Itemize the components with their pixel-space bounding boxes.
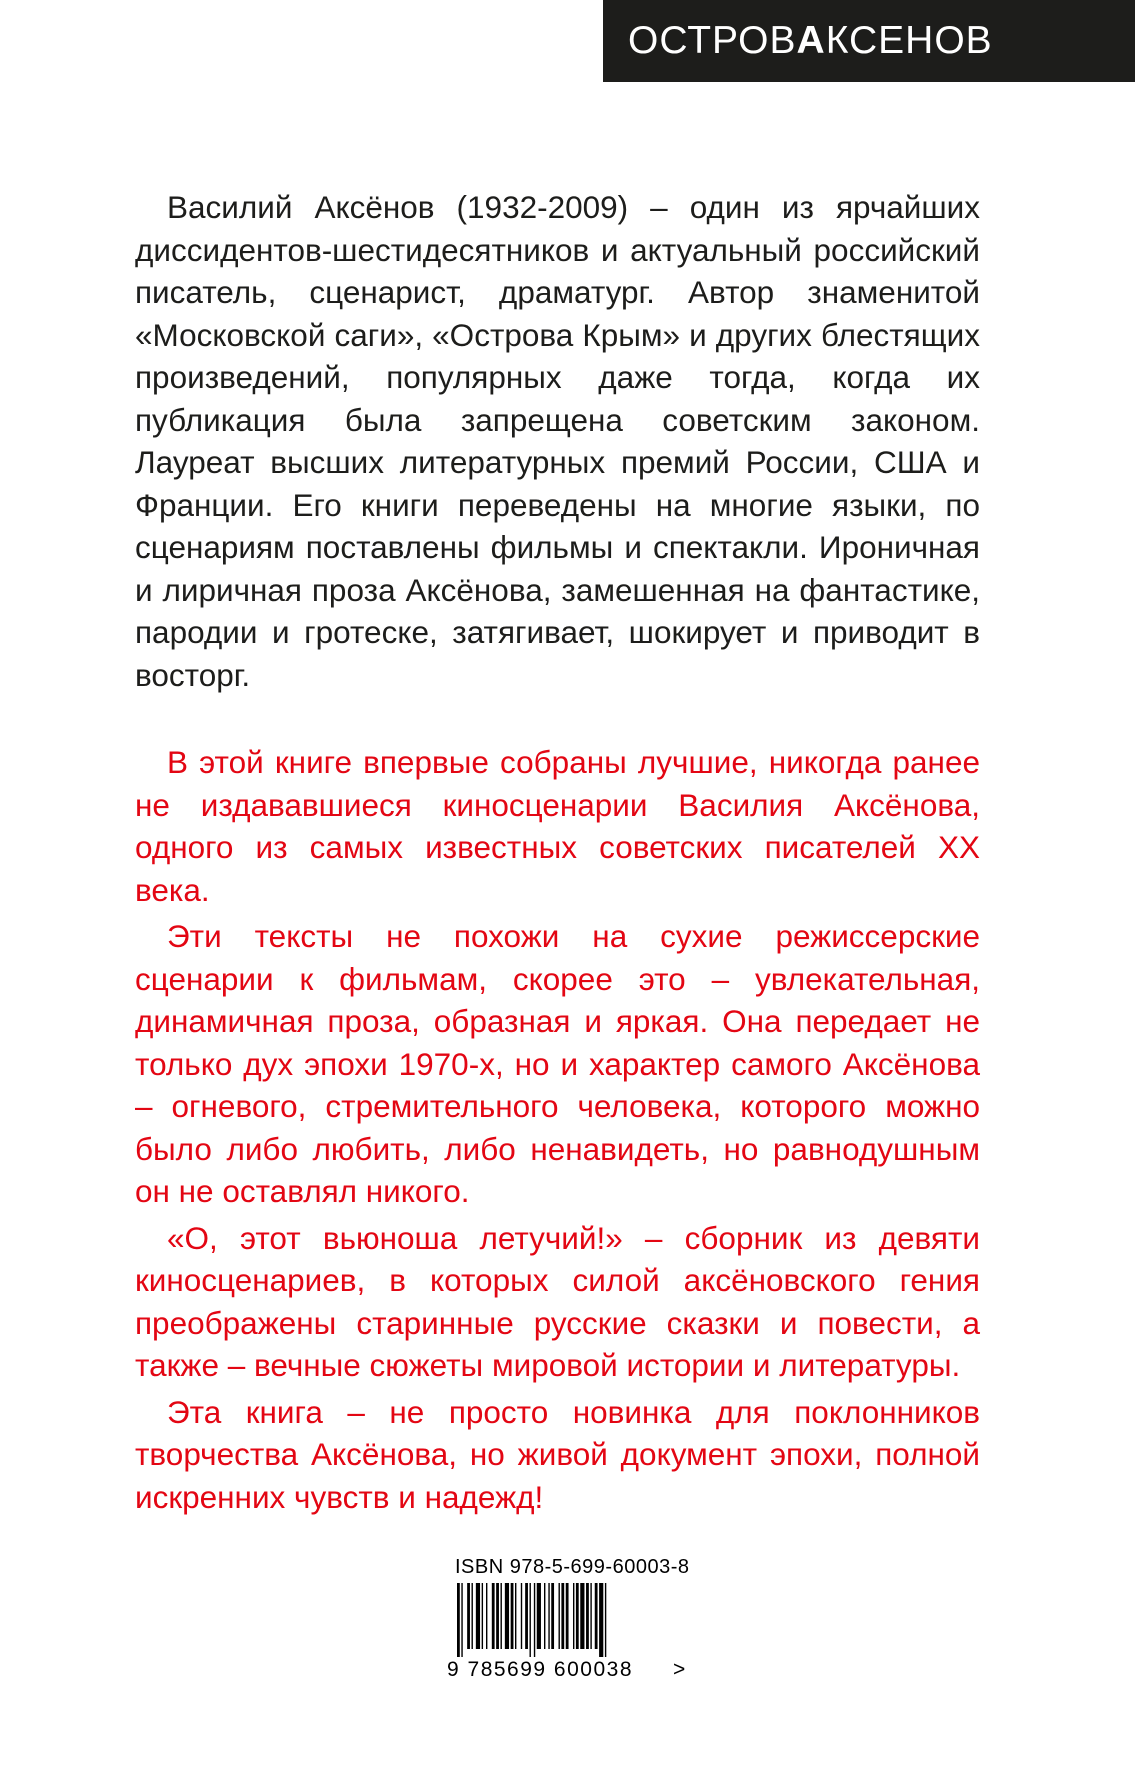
blurb-paragraph-2: Эти тексты не похожи на сухие режиссерские сценарии к фильмам, скорее это – увлекательная, динамичная проза, образная и яркая. Она передает не только дух эпохи 1970-х, но и характер самого Аксёнова – огневого, стремительного человека, которого можно было либо любить, либо ненавидеть, но равнодушным он не оставлял никого.	[135, 918, 980, 1209]
isbn-number: ISBN 978-5-699-60003-8	[455, 1556, 690, 1578]
series-title-bold-letter: А	[796, 19, 826, 62]
barcode-icon	[447, 1583, 673, 1657]
blurb-paragraph-3: «О, этот вьюноша летучий!» – сборник из девяти киносценариев, в которых силой аксёновского гения преображены старинные русские сказки и повести, а также – вечные сюжеты мировой истории и литературы.	[135, 1219, 980, 1383]
barcode-digits: 9 785699 600038	[447, 1658, 633, 1681]
barcode-arrow: >	[673, 1658, 686, 1681]
series-header	[603, 0, 1135, 82]
blurb-paragraph-1: В этой книге впервые собраны лучшие, никогда ранее не издававшиеся киносценарии Василия Аксёнова, одного из самых известных советских писателей XX века.	[135, 744, 980, 908]
series-title-suffix: КСЕНОВ	[825, 19, 993, 62]
blurb-paragraph-4: Эта книга – не просто новинка для поклонников творчества Аксёнова, но живой документ эпохи, полной искренних чувств и надежд!	[135, 1393, 980, 1515]
isbn-barcode	[447, 1556, 704, 1681]
series-title-prefix: ОСТРОВ	[628, 19, 797, 62]
series-title	[628, 19, 993, 63]
author-bio	[135, 186, 980, 696]
author-bio-paragraph: Василий Аксёнов (1932-2009) – один из ярчайших диссидентов-шестидесятников и актуальный российский писатель, сценарист, драматург. Автор знаменитой «Московской саги», «Острова Крым» и других блестящих произведений, популярных даже тогда, когда их публикация была запрещена советским законом. Лауреат высших литературных премий России, США и Франции. Его книги переведены на многие языки, по сценариям поставлены фильмы и спектакли. Ироничная и лиричная проза Аксёнова, замешенная на фантастике, пародии и гротеске, затягивает, шокирует и приводит в восторг.	[135, 189, 980, 693]
book-blurb	[135, 741, 980, 1522]
